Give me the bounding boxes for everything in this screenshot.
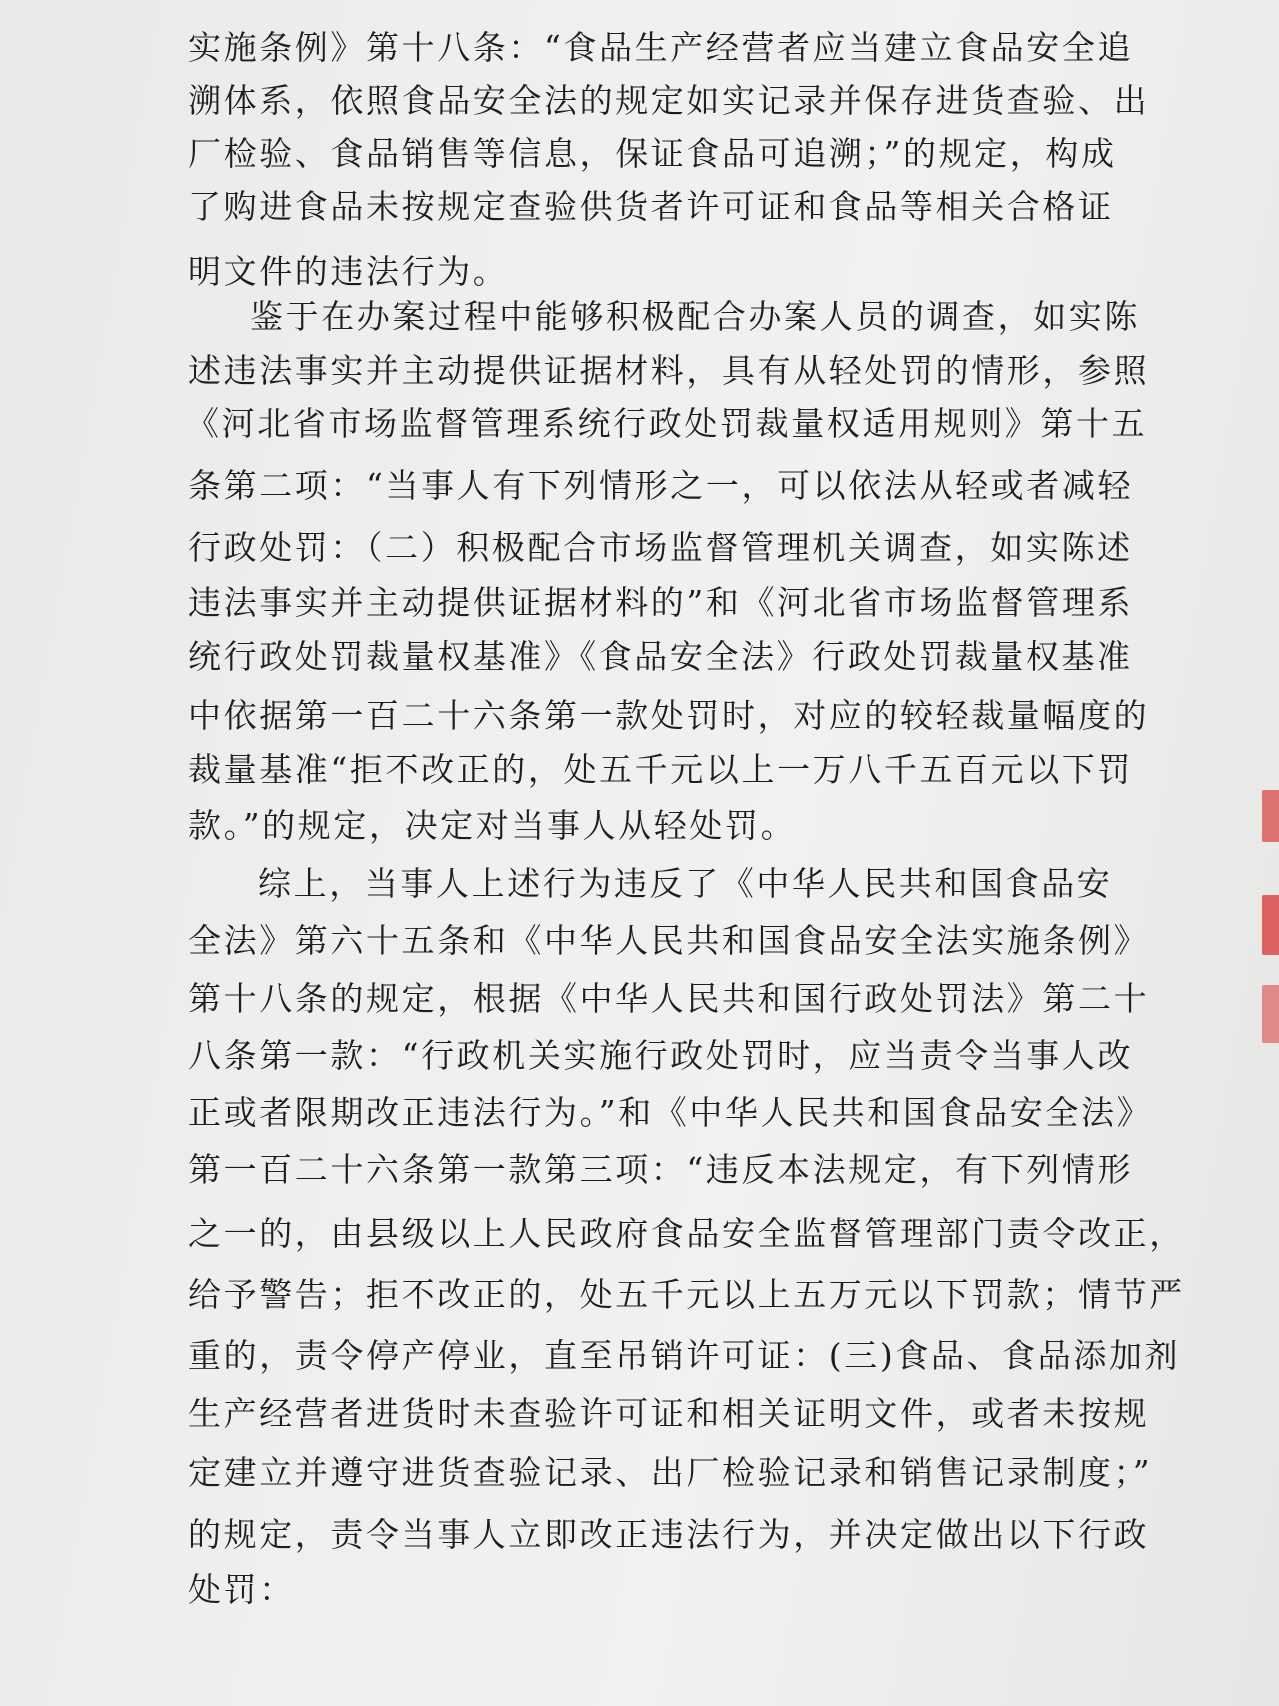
text-line: 条第二项：“当事人有下列情形之一，可以依法从轻或者减轻 — [188, 466, 1134, 505]
text-line: 处罚： — [188, 1570, 295, 1609]
text-line: 八条第一款：“行政机关实施行政处罚时，应当责令当事人改 — [188, 1036, 1134, 1075]
paragraph-first-line: 鉴于在办案过程中能够积极配合办案人员的调查，如实陈 — [250, 297, 1140, 336]
text-line: 款。”的规定，决定对当事人从轻处罚。 — [188, 806, 797, 845]
text-line: 正或者限期改正违法行为。”和《中华人民共和国食品安全法》 — [188, 1093, 1153, 1132]
text-line: 裁量基准“拒不改正的，处五千元以上一万八千五百元以下罚 — [188, 750, 1134, 789]
text-line: 明文件的违法行为。 — [188, 252, 509, 291]
text-line: 第一百二十六条第一款第三项：“违反本法规定，有下列情形 — [188, 1150, 1134, 1189]
text-line: 的规定，责令当事人立即改正违法行为，并决定做出以下行政 — [188, 1515, 1150, 1554]
text-line: 全法》第六十五条和《中华人民共和国食品安全法实施条例》 — [188, 921, 1150, 960]
text-line: 定建立并遵守进货查验记录、出厂检验记录和销售记录制度；” — [188, 1453, 1153, 1492]
text-line: 统行政处罚裁量权基准》《食品安全法》行政处罚裁量权基准 — [188, 637, 1133, 676]
text-line: 重的，责令停产停业，直至吊销许可证：(三)食品、食品添加剂 — [188, 1336, 1181, 1375]
text-line: 行政处罚：（二）积极配合市场监督管理机关调查，如实陈述 — [188, 528, 1133, 567]
text-line: 之一的，由县级以上人民政府食品安全监督管理部门责令改正， — [188, 1214, 1185, 1253]
red-seal-fragment — [1262, 790, 1279, 842]
red-seal-fragment — [1262, 985, 1279, 1043]
text-line: 厂检验、食品销售等信息，保证食品可追溯；”的规定，构成 — [188, 134, 1117, 173]
text-line: 了购进食品未按规定查验供货者许可证和食品等相关合格证 — [188, 187, 1114, 226]
text-line: 违法事实并主动提供证据材料的”和《河北省市场监督管理系 — [188, 583, 1134, 622]
red-seal-fragment — [1262, 895, 1279, 955]
paragraph-first-line: 综上，当事人上述行为违反了《中华人民共和国食品安 — [258, 864, 1113, 903]
text-line: 实施条例》第十八条：“食品生产经营者应当建立食品安全追 — [188, 28, 1134, 67]
text-line: 生产经营者进货时未查验许可证和相关证明文件，或者未按规 — [188, 1394, 1150, 1433]
text-line: 给予警告；拒不改正的，处五千元以上五万元以下罚款；情节严 — [188, 1275, 1185, 1314]
text-line: 第十八条的规定，根据《中华人民共和国行政处罚法》第二十 — [188, 979, 1150, 1018]
text-line: 溯体系，依照食品安全法的规定如实记录并保存进货查验、出 — [188, 81, 1150, 120]
text-line: 中依据第一百二十六条第一款处罚时，对应的较轻裁量幅度的 — [188, 696, 1150, 735]
text-line: 《河北省市场监督管理系统行政处罚裁量权适用规则》第十五 — [186, 404, 1148, 443]
text-line: 述违法事实并主动提供证据材料，具有从轻处罚的情形，参照 — [188, 351, 1150, 390]
